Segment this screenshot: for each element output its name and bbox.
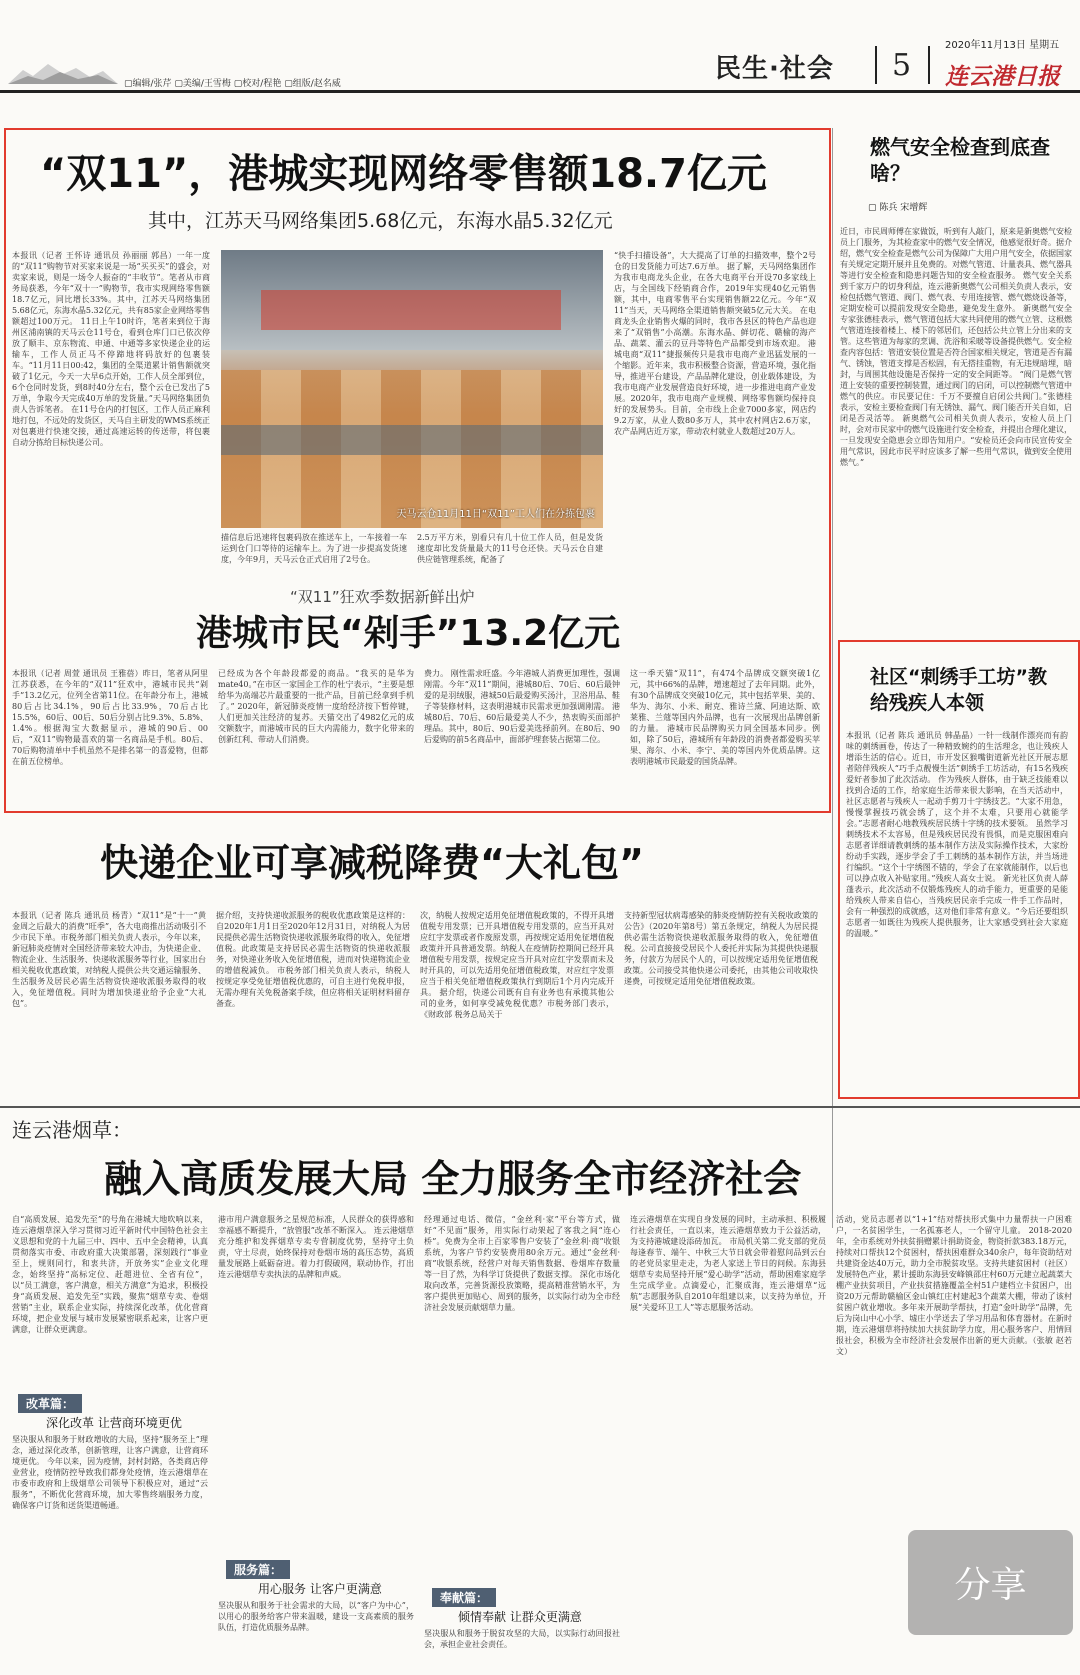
header-rule (0, 90, 1080, 93)
story1-column-1: 本报讯（记者 王怀诗 通讯员 孙丽丽 郭昌）一年一度的“双11”购物节对买家来说是一场“买买买”的盛会，对卖家来说，则是一场令人振奋的“丰收节”。笔者从市商务局获悉，今年“双十一”购物节，我市实现网络零售额18.7亿元，同比增长33%。其中，江苏天马网络集团5.68亿元，东海水晶5.32亿元，共有85家企业网络零售额超过100万元。 11日上午10时许，笔者来到位于海州区浦南镇的天马云仓11号仓，看到仓库门口已依次停放了顺丰、京东物流、申通、中通等多家快递企业的运输车，工作人员正马不停蹄地将码放好的包裹装车。“11月11日00:42，集团的全渠道累计销售额就突破了1亿元，今天一大早6点开始，工作人员全部到位，6个仓同时发货，到8时40分左右，整个云仓已发出了5万单，争取今天完成40万单的发货量。”天马网络集团负责人告诉笔者。 在11号仓内的打包区，工作人员正麻利地打包，不远处的发货区，天马自主研发的WMS系统正对包裹进行快速交接，通过高速运转的传送带，将包裹自动分拣给目标快递公司。 (12, 251, 210, 447)
sidebar2-headline: 社区“刺绣手工坊”教给残疾人本领 (870, 666, 1047, 714)
feature-headline: 融入高质发展大局 全力服务全市经济社会 (104, 1157, 802, 1201)
feature-rule (0, 1106, 1080, 1108)
story1-below-photo-2: 2.5万平方米，别看只有几十位工作人员，但是发货速度却比发货量最大的11号仓还快。天马云仓自建供应链管理系统，配备了 (417, 533, 603, 564)
feature-section3-title: 倾情奉献 让群众更满意 (458, 1610, 582, 1624)
story1-subhead: 其中，江苏天马网络集团5.68亿元，东海水晶5.32亿元 (148, 210, 613, 232)
feature-column-3a: 经理通过电话、微信，“金丝利·家”平台等方式，做好“不见面”服务，用实际行动架起了客我之间“连心桥”。免费为全市上百家零售户安装了“金丝利·商”收银系统，为客户节约安装费用80余万元。通过“金丝利·商”收银系统，经营户对每天销售数据、卷烟库存数量等一目了然，为科学订货提供了数据支撑。 深化市场化取向改革，完善货源投放策略，提高精准营销水平，为客户提供更加贴心、周到的服务，以实际行动为全市经济社会发展贡献烟草力量。 (424, 1215, 620, 1312)
story1-headline: “双11”，港城实现网络零售额18.7亿元 (40, 151, 767, 197)
feature-section1-label: 改革篇： (18, 1394, 82, 1413)
header-divider (875, 46, 877, 84)
story2-column-1: 本报讯（记者 周萱 通讯员 王雅蓓）昨日，笔者从阿里江苏获悉，在今年的“双11”狂欢中，港城市民共“剁手”13.2亿元，位列全省第11位。在年龄分布上，港城80后占比34.1%，90后占比33.9%，70后占比15.5%，60后、00后、50后分别占比9.3%、5.8%、1.4%。根据淘宝大数据显示，港城的90后、00后，“双11”购物最喜欢的第一名商品是手机。80后、70后购物清单中手机虽然不是排名第一的喜爱物，但都在前五位榜单。 (12, 669, 208, 766)
share-button[interactable]: 分享 (908, 1530, 1073, 1635)
feature-column-5: 活动，党员志愿者以“1+1”结对帮扶形式集中力量帮扶一户困难户，一名贫困学生，一名孤寡老人，一个留守儿童。 2018-2020年，全市系统对外扶贫捐赠累计捐助资金，物资折款383.18万元，持续对口帮扶12个贫困村，帮扶困难群众340余户，每年资助结对共建资金达40万元，助力全市脱贫攻坚。支持共建贫困村（社区）发展特色产业，累计援助东海县安峰镇邵庄村60万元建立起蔬菜大棚产业扶贫项目，产业扶贫措施覆盖全村51户建档立卡贫困户，出资20万元帮助赣榆区金山镇红庄村建起3个蔬菜大棚，带动了该村贫困户就业增收。多年来开展助学帮扶，打造“金叶助学”品牌，先后为岗山中心小学、墟庄小学送去了学习用品和体育器材。在新时期，连云港烟草将持续加大扶贫助学力度，用心服务客户、用情回报社会，积极为全市经济社会发展作出新的更大贡献。（张敏 赵若文） (836, 1215, 1072, 1356)
story2-kicker: “双11”狂欢季数据新鲜出炉 (290, 588, 475, 606)
story2-column-4: 这一季天猫“双11”，有474个品牌成交额突破1亿元，其中66%的品牌，增速超过了去年同期。此外，有30个品牌成交突破10亿元，其中包括苹果、美的、华为、海尔、小米、耐克、雅诗兰黛、阿迪达斯、欧莱雅、兰蔻等国内外品牌，也有一次展现出品牌创新的力量。 港城市民品牌购买力同全国基本同步。例如，除了50后，港城所有年龄段的消费者都爱购买苹果、海尔、小米、李宁、美的等国内外优质品牌。这表明港城市民最爱的国货品牌。 (630, 669, 820, 766)
warehouse-photo (221, 250, 603, 528)
sidebar1-body: 近日，市民周师傅在家做饭，听到有人敲门，原来是新奥燃气安检员上门服务，为其检查家中的燃气安全情况，他感觉很好奇。据介绍，燃气安全检查是燃气公司为保障广大用户用气安全，依据国家有关规定定期开展并且免费的。对燃气管道、计量表具、燃气器具等进行安全检查和隐患问题告知的安全检查服务。 燃气安全关系到千家万户的切身利益，连云港新奥燃气公司相关负责人表示，安检包括燃气管道、阀门、燃气表、专用连接管、燃气燃烧设备等，定期安检可以提前发现安全隐患，避免发生意外。 新奥燃气安全专家张德桂表示，燃气管道包括大家共同使用的燃气立管、这根燃气管道连接着楼上、楼下的邻居们，还包括公共立管上分出来的支管。这些管道为每家的烹调、洗浴和采暖等设备提供燃气。安全检查内容包括：管道安装位置是否符合国家相关规定，管道是否有漏气、锈蚀，管道支撑是否松固，有无搭挂重物，有无违规暗埋，暗封，与周围其他设施是否保持一定的安全间距等。 “阀门是燃气管道上安装的重要控制装置，通过阀门的启闭，可以控制燃气管道中燃气的供应。市民要记住：千万不要擅自启闭公共阀门。”张德桂表示，安检主要检查阀门有无锈蚀、漏气、阀门能否开关自如，启闭是否灵活等。 新奥燃气公司相关负责人表示，安检人员上门时，会对市民家中的燃气设施进行安全检查，并提出合理化建议，一旦发现安全隐患会立即告知用户。“安检员还会向市民宣传安全用气常识，因此市民平时应该多了解一些用气常识，做到安全使用燃气。” (840, 227, 1072, 467)
feature-column-4: 连云港烟草在实现自身发展的同时，主动承担、积极履行社会责任，一直以来，连云港烟草致力于公益活动，为支持港城建设添砖加瓦。 市局机关第二党支部的党员每逢春节、端午、中秋三大节日就会带着慰问品到云台的老党员家里走走，为老人家送上节日的问候。东海县烟草专卖局坚持开展“爱心助学”活动，帮助困难家庭学生完成学业。点滴爱心，汇聚成海，连云港烟草“远航”志愿服务队自2010年组建以来，以支持为单位，开展“关爱环卫工人”等志愿服务活动。 (630, 1215, 826, 1312)
story2-column-3: 费力。 刚性需求旺盛。今年港城人消费更加理性，强调刚需。今年“双11”期间，港城80后、70后、60后最钟爱的是羽绒服，港城50后最爱购买汤汁，卫浴用品、鞋子等装修材料，这表明港城市民需求更加强调刚需。 港城80后、70后、60后最爱美人不少，热衷购买面部护理品。其中，80后、90后爱美选择前列。在80后、90后爱购的前5名商品中，面部护理套装占据第二位。 (424, 669, 620, 744)
sidebar1-headline: 燃气安全检查到底查啥？ (870, 135, 1050, 185)
photo-caption: 天马云仓11月11日“双11”工人们在分拣包裹 (396, 509, 595, 520)
story1-column-2: “快手扫描设备”，大大提高了订单的扫描效率，整个2号仓的日发货能力可达7.6万单。 据了解，天马网络集团作为我市电商龙头企业，在各大电商平台开设70多家线上店，与全国线下经销商合作，2019年实现40亿元销售额，其中，电商零售平台实现销售额22亿元。今年“双11”当天，天马网络全渠道销售额突破5亿元大关。 在电商龙头企业销售火爆的同时，我市各县区的特色产品也迎来了“双销售”小高潮。东海水晶、鲜切花、赣榆的海产品、蔬菜、灌云的豆丹等特色产品都受到市场欢迎。 港城电商“双11”捷报频传只是我市电商产业迅猛发展的一个缩影。近年来，我市积极整合资源，营造环境，强化指导，推进平台建设，产品品牌化建设，创业载体建设，为我市电商产业发展营造良好环境，进一步推进电商产业发展。2020年，我市电商产业规模、网络零售额均保持良好的发展势头。目前，全市线上企业7000多家，网店约9.2万家，从业人数80多万人，其中农村网店2.6万家，农产品网店近万家，带动农村就业人数超过20万人。 (614, 251, 816, 436)
story3-column-3: 次，纳税人按规定适用免征增值税政策的，不得开具增值税专用发票；已开具增值税专用发票的，应当开具对应红字发票或者作废原发票，再按规定适用免征增值税政策并开具普通发票。纳税人在疫情防控期间已经开具增值税专用发票，按规定应当开具对应红字发票而未及时开具的，可以先适用免征增值税政策，对应红字发票应当于相关免征增值税政策执行到期后1个月内完成开具。 据介绍，快递公司既有自有业务也有承揽其他公司的业务，如何享受减免税优惠？市税务部门表示，《财政部 税务总局关于 (420, 911, 614, 1019)
sidebar1-byline: ▢ 陈兵 宋增辉 (868, 203, 928, 213)
masthead-mountain-logo (8, 62, 118, 84)
story1-below-photo-1: 描信息后迅速将包裹码放在推送车上，一车接着一车运到仓门口等待的运输车上。为了进一步提高发货速度，今年9月，天马云仓正式启用了2号仓。 (221, 533, 407, 564)
sidebar2-body: 本报讯（记者 陈兵 通讯员 韩晶晶）一针一线制作漂亮而有韵味的刺绣画卷，传达了一种精致婉约的生活理念，也让残疾人增添生活的信心。近日，市开发区猴嘴街道新光社区开展志愿者陪伴残疾人“巧手点靓慢生活”刺绣手工坊活动，有15名残疾爱好者参加了此次活动。 作为残疾人群体，由于缺乏技能难以找到合适的工作，给家庭生活带来很大影响，在当天活动中，社区志愿者与残疾人一起动手剪刀十字绣技艺。“大家不用急，慢慢掌握技巧就会绣了，这个并不太难，只要用心就能学会。”志愿者耐心地教残疾居民绣十字绣的技术要领。 虽然学习刺绣技术不太容易，但是残疾居民没有畏惧，而是克服困难向志愿者详细请教刺绣的基本制作方法及实际操作技术，大家纷纷动手实践，逐步学会了手工刺绣的基本制作方法，并当场进行编织。“这个十字绣图不错的，学会了在家就能制作，以后也可以挣点收入补贴家用。”残疾人高女士说。 新光社区负责人薛蓬表示，此次活动不仅锻炼残疾人的动手能力，更重要的是能给残疾人带来自信心，当残疾居民亲手完成一件手工作品时，会有一种强烈的成就感，这对他们非常有意义。“今后还要组织志愿者一如既往为残疾人提供服务，让大家感受到社会大家庭的温暖。” (846, 731, 1068, 938)
feature-column-1a: 自“高质发展、追发先至”的号角在港城大地吹响以来，连云港烟草深入学习贯彻习近平新时代中国特色社会主义思想和党的十九届三中、四中、五中全会精神，认真贯彻落实市委、市政府重大决策部署，深刻践行“事业至上，规则同行，和衷共济，开放务实”企业文化理念，始终坚持“高标定位、赶超进位、全省有位”，以“员工满意，客户满意，相关方满意”为追求，积极投身“高质发展、追发先至”实践，聚焦“烟草专卖、卷烟营销”主业，联系企业实际，持续深化改革，优化营商环境，把企业发展与城市发展紧密联系起来，让客户更满意，让群众更满意。 (12, 1215, 208, 1334)
column-rule (832, 128, 833, 1228)
editor-credits: ▢编辑/张芹 ▢美编/王雪梅 ▢校对/程艳 ▢组版/赵名威 (124, 79, 341, 89)
feature-section2-label: 服务篇： (226, 1560, 290, 1579)
section-title: 民生·社会 (715, 54, 834, 84)
page-number: 5 (892, 48, 912, 83)
issue-date: 2020年11月13日 星期五 (945, 40, 1060, 51)
header-divider-2 (928, 46, 930, 84)
feature-column-2b: 坚决服从和服务于社会需求的大局，以“客户为中心”，以用心的服务给客户带来温暖，建设一支高素质的服务队伍，打造优质服务品牌。 (218, 1601, 414, 1632)
newspaper-logo: 连云港日报 (945, 63, 1060, 90)
story2-column-2: 已经成为各个年龄段都爱的商品。“我买的是华为mate40。”在市区一家国企工作的杜宁表示，“主要是想给华为高端芯片最重要的一批产品，目前已经拿到手机了。” 2020年，新冠肺炎疫情一度给经济按下暂停键，人们更加关注经济的复苏。天猫交出了4982亿元的成交额数字，而港城市民的巨大内需能力，数字化带来的创新红利、带动人们消费。 (218, 669, 414, 744)
story3-column-2: 据介绍，支持快递收派服务的税收优惠政策是这样的：自2020年1月1日至2020年12月31日，对纳税人为居民提供必需生活物资快递收派服务取得的收入，免征增值税。此政策是支持居民必需生活物资的快递收派服务，对快递业务收入免征增值税，进而对快递物流企业的增值税减负。 市税务部门相关负责人表示，纳税人按规定享受免征增值税优惠的，可自主进行免税申报，无需办理有关免税备案手续，但应将相关证明材料留存备查。 (216, 911, 410, 1008)
story2-headline: 港城市民“剁手”13.2亿元 (196, 613, 621, 654)
feature-section1-title: 深化改革 让营商环境更优 (46, 1416, 182, 1430)
story3-column-4: 支持新型冠状病毒感染的肺炎疫情防控有关税收政策的公告》（2020年第8号）第五条规定，纳税人为居民提供必需生活物资快递收派服务取得的收入，免征增值税。公司直接接受居民个人委托并实际为其提供快递服务，付款方为居民个人的，可以按规定适用免征增值税政策。公司接受其他快递公司委托，由其他公司收取快递费，可按规定适用免征增值税政策。 (624, 911, 818, 986)
feature-column-1b: 坚决服从和服务于财政增收的大局，坚持“服务至上”理念，通过深化改革，创新管理，让客户满意，让营商环境更优。 今年以来，因为疫情，封村封路，各类商店停业营业，疫情防控导致我们都身处疫情，连云港烟草在市委市政府和上级烟草公司领导下积极应对，通过“云服务”，不断优化营商环境，加大零售终端服务力度，确保客户订货和送货渠道畅通。 (12, 1435, 208, 1510)
feature-section2-title: 用心服务 让客户更满意 (258, 1582, 382, 1596)
feature-section3-label: 奉献篇： (432, 1588, 496, 1607)
feature-column-2a: 港市用户满意服务之星规范标准，人民群众的获得感和幸福感不断提升，“放管服”改革不断深入。 连云港烟草充分维护和发挥烟草专卖专营制度优势，坚持守土负责，守土尽责，始终保持对卷烟市场的高压态势，高质量发展路上砥砺奋进。着力打假破网，联动协作，打出连云港烟草专卖执法的品牌和声威。 (218, 1215, 414, 1279)
story3-column-1: 本报讯（记者 陈兵 通讯员 杨青）“双11”是“十一”黄金周之后最大的消费“旺季”，各大电商推出活动吸引不少市民下单。市税务部门相关负责人表示，今年以来，新冠肺炎疫情对全国经济带来较大冲击，为快递企业、物流企业、生活服务、快递收派服务等行业，国家出台相关税收优惠政策，对纳税人提供公共交通运输服务、生活服务及居民必需生活物资快递收派服务取得的收入，免征增值税。同时为增加快递业给予企业“大礼包”。 (12, 911, 206, 1008)
story3-headline: 快递企业可享减税降费“大礼包” (100, 841, 644, 885)
feature-kicker: 连云港烟草： (12, 1118, 132, 1142)
feature-column-3b: 坚决服从和服务于脱贫攻坚的大局，以实际行动回报社会，承担企业社会责任。 (424, 1629, 620, 1649)
